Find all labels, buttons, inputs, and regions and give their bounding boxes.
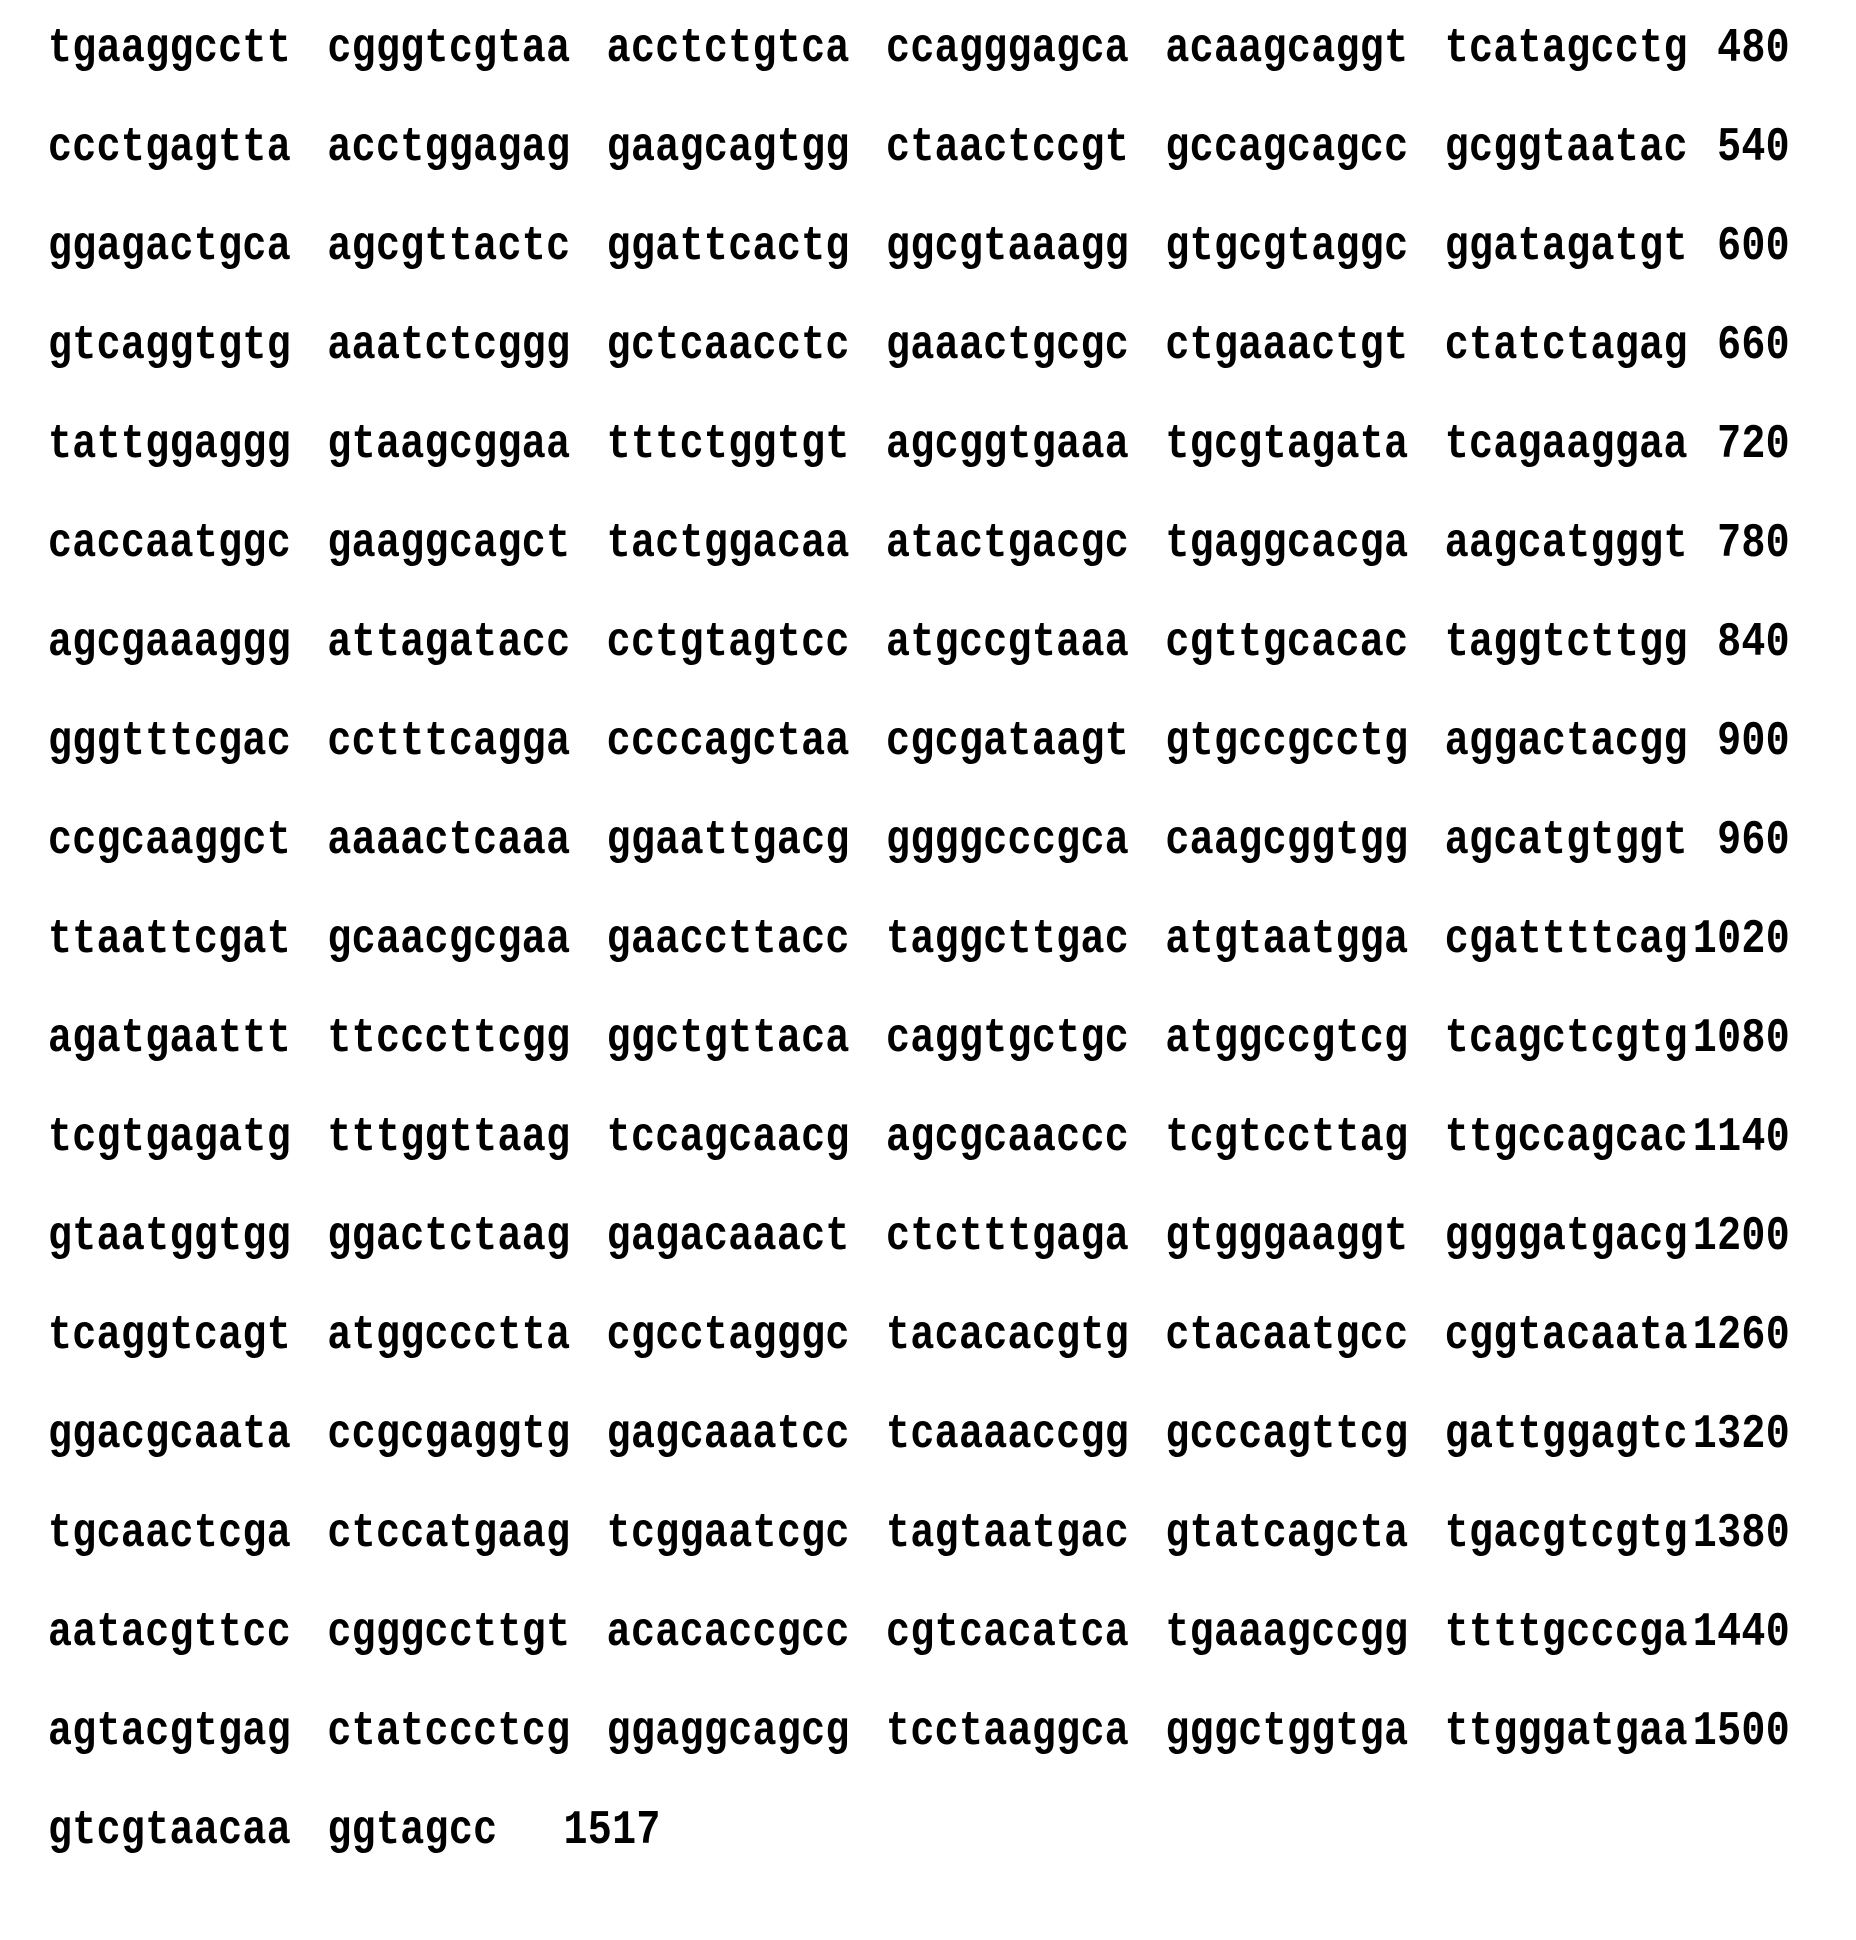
position-number: 1020 — [1692, 913, 1790, 968]
nucleotide-sequence: agatgaattt ttcccttcgg ggctgttaca caggtgctgc atggccgtcg tcagctcgtg — [48, 1012, 1688, 1067]
nucleotide-sequence: gtaatggtgg ggactctaag gagacaaact ctctttgaga gtgggaaggt ggggatgacg — [48, 1210, 1688, 1265]
nucleotide-sequence: tattggaggg gtaagcggaa tttctggtgt agcggtgaaa tgcgtagata tcagaaggaa — [48, 418, 1688, 473]
nucleotide-sequence: tgcaactcga ctccatgaag tcggaatcgc tagtaatgac gtatcagcta tgacgtcgtg — [48, 1507, 1688, 1562]
position-number: 1380 — [1692, 1507, 1790, 1562]
sequence-listing — [48, 0, 1790, 1881]
position-number: 1517 — [563, 1804, 661, 1859]
sequence-line — [48, 1772, 1790, 1891]
nucleotide-sequence: ggacgcaata ccgcgaggtg gagcaaatcc tcaaaaccgg gcccagttcg gattggagtc — [48, 1408, 1688, 1463]
position-number: 900 — [1717, 715, 1790, 770]
position-number: 600 — [1717, 220, 1790, 275]
position-number: 1200 — [1692, 1210, 1790, 1265]
nucleotide-sequence: tcgtgagatg tttggttaag tccagcaacg agcgcaaccc tcgtccttag ttgccagcac — [48, 1111, 1688, 1166]
position-number: 1440 — [1692, 1606, 1790, 1661]
position-number: 540 — [1717, 121, 1790, 176]
position-number: 1320 — [1692, 1408, 1790, 1463]
position-number: 840 — [1717, 616, 1790, 671]
nucleotide-sequence: ccctgagtta acctggagag gaagcagtgg ctaactccgt gccagcagcc gcggtaatac — [48, 121, 1688, 176]
nucleotide-sequence: ggagactgca agcgttactc ggattcactg ggcgtaaagg gtgcgtaggc ggatagatgt — [48, 220, 1688, 275]
position-number: 1260 — [1692, 1309, 1790, 1364]
nucleotide-sequence: gtcaggtgtg aaatctcggg gctcaacctc gaaactgcgc ctgaaactgt ctatctagag — [48, 319, 1688, 374]
position-number: 1500 — [1692, 1705, 1790, 1760]
nucleotide-sequence: agcgaaaggg attagatacc cctgtagtcc atgccgtaaa cgttgcacac taggtcttgg — [48, 616, 1688, 671]
nucleotide-sequence: caccaatggc gaaggcagct tactggacaa atactgacgc tgaggcacga aagcatgggt — [48, 517, 1688, 572]
nucleotide-sequence: aatacgttcc cgggccttgt acacaccgcc cgtcacatca tgaaagccgg ttttgcccga — [48, 1606, 1688, 1661]
nucleotide-sequence: ttaattcgat gcaacgcgaa gaaccttacc taggcttgac atgtaatgga cgattttcag — [48, 913, 1688, 968]
nucleotide-sequence: gtcgtaacaa ggtagcc — [48, 1804, 498, 1859]
position-number: 660 — [1717, 319, 1790, 374]
nucleotide-sequence: tcaggtcagt atggccctta cgcctagggc tacacacgtg ctacaatgcc cggtacaata — [48, 1309, 1688, 1364]
position-number: 1140 — [1692, 1111, 1790, 1166]
nucleotide-sequence: tgaaggcctt cgggtcgtaa acctctgtca ccagggagca acaagcaggt tcatagcctg — [48, 22, 1688, 77]
position-number: 720 — [1717, 418, 1790, 473]
nucleotide-sequence: ccgcaaggct aaaactcaaa ggaattgacg ggggcccgca caagcggtgg agcatgtggt — [48, 814, 1688, 869]
nucleotide-sequence: gggtttcgac cctttcagga ccccagctaa cgcgataagt gtgccgcctg aggactacgg — [48, 715, 1688, 770]
position-number: 480 — [1717, 22, 1790, 77]
position-number: 1080 — [1692, 1012, 1790, 1067]
position-number: 780 — [1717, 517, 1790, 572]
position-number: 960 — [1717, 814, 1790, 869]
nucleotide-sequence: agtacgtgag ctatccctcg ggaggcagcg tcctaaggca gggctggtga ttgggatgaa — [48, 1705, 1688, 1760]
